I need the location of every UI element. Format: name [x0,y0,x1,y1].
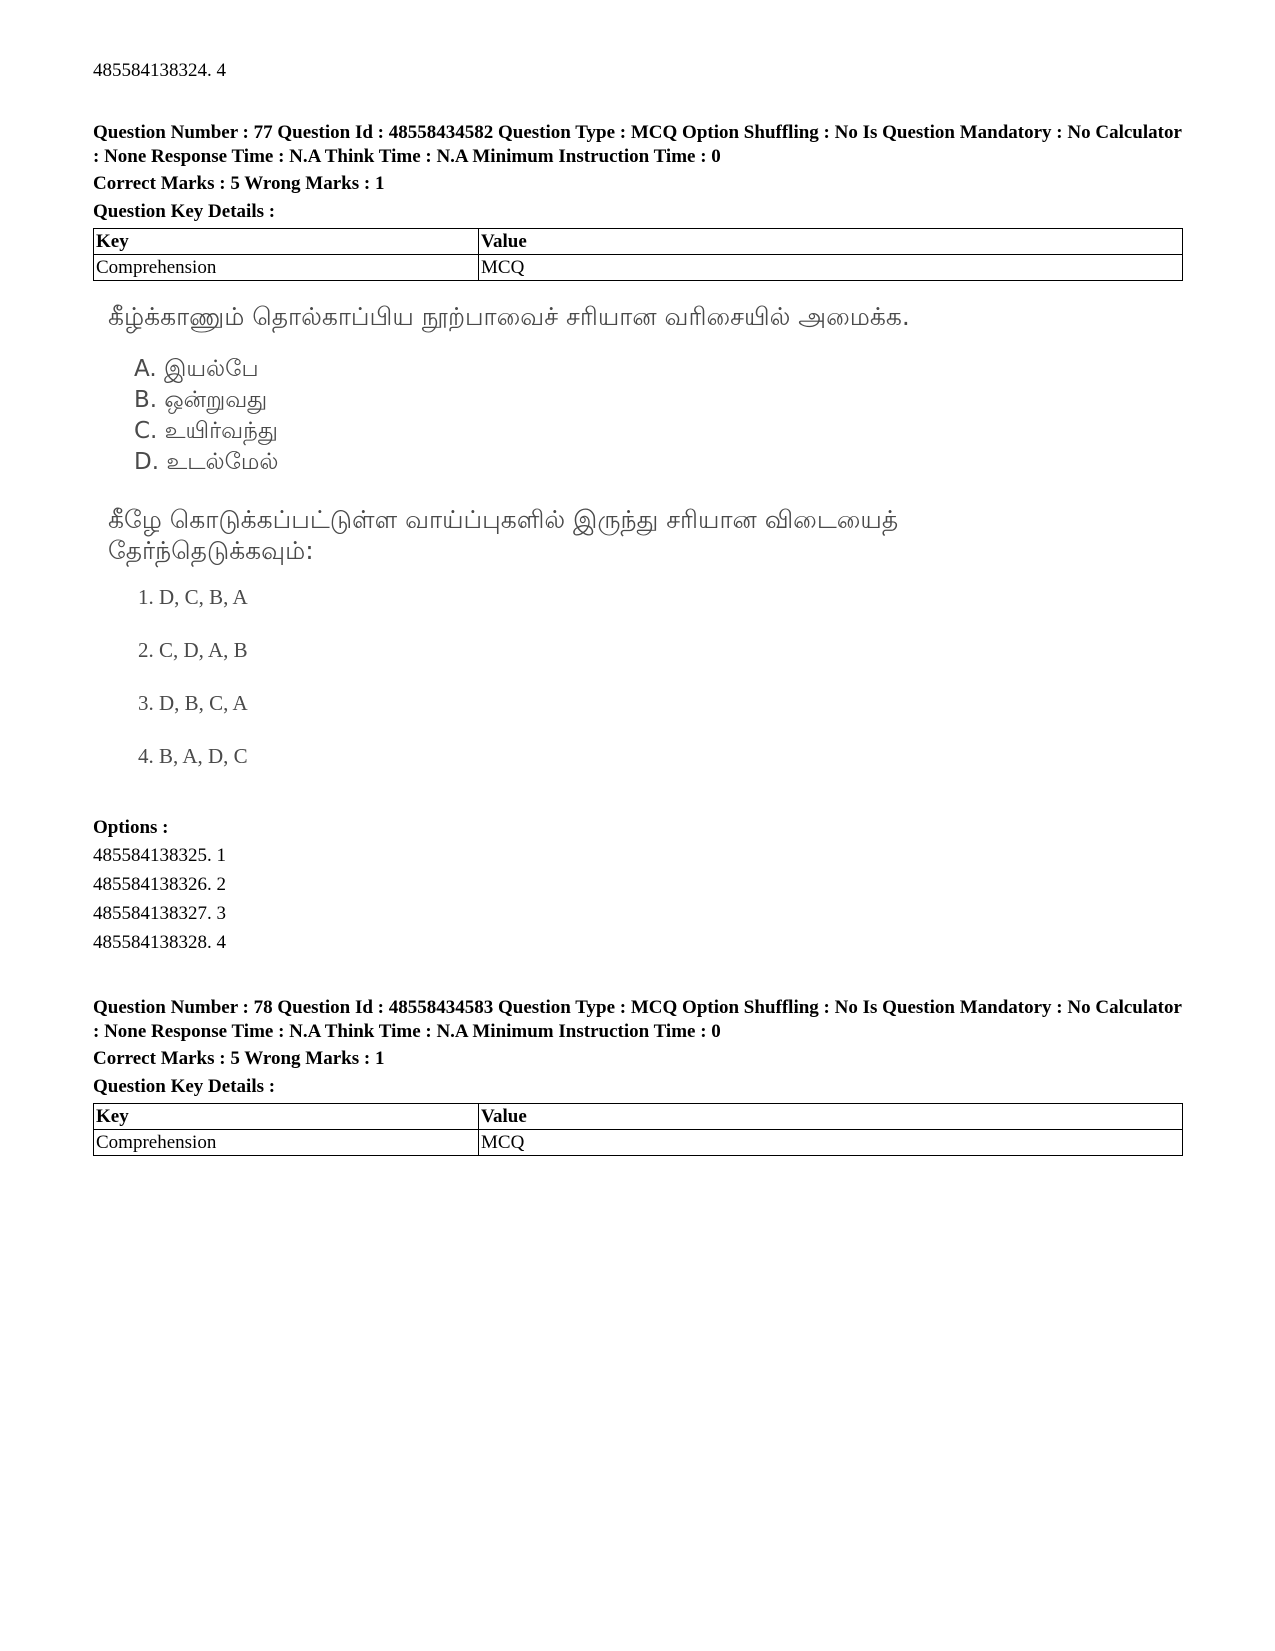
table-row [94,1130,1183,1156]
question-instruction-line-2: தேர்ந்தெடுக்கவும்: [108,536,314,565]
question-78-key-table [93,1103,1183,1156]
table-row [94,255,1183,281]
value-header: Value [479,229,1183,255]
question-77-key-table [93,228,1183,281]
question-78-marks: Correct Marks : 5 Wrong Marks : 1 [93,1048,385,1069]
table-header-row [94,1104,1183,1130]
question-stem: கீழ்க்காணும் தொல்காப்பிய நூற்பாவைச் சரியான வரிசையில் அமைக்க. [108,302,910,331]
list-item: A. இயல்பே [134,356,259,382]
question-instruction-line-1: கீழே கொடுக்கப்பட்டுள்ள வாய்ப்புகளில் இருந்து சரியான விடையைத் [108,505,899,534]
question-78-key-details-label: Question Key Details : [93,1076,276,1097]
value-cell: MCQ [479,255,1183,281]
question-77-content [108,300,1108,790]
table-header-row [94,229,1183,255]
list-item: D. உடல்மேல் [134,449,279,475]
option-line: 485584138328. 4 [93,932,226,953]
answer-choice: 4. B, A, D, C [138,744,248,768]
value-header: Value [479,1104,1183,1130]
answer-choice: 2. C, D, A, B [138,638,248,662]
key-cell: Comprehension [94,1130,479,1156]
option-line: 485584138327. 3 [93,903,226,924]
list-item: C. உயிர்வந்து [134,418,278,444]
question-77-key-details-label: Question Key Details : [93,201,276,222]
answer-choice: 3. D, B, C, A [138,691,248,715]
list-item: B. ஒன்றுவது [134,387,268,413]
value-cell: MCQ [479,1130,1183,1156]
question-77-marks: Correct Marks : 5 Wrong Marks : 1 [93,173,385,194]
answer-choice: 1. D, C, B, A [138,585,248,609]
question-78-metadata: Question Number : 78 Question Id : 48558434583 Question Type : MCQ Option Shuffling : No Is Question Mandatory : No Calculator : None Response Time : N.A Think Time : N.A Minimum Instruction Time : 0 [93,997,1182,1042]
key-header: Key [94,229,479,255]
option-line: 485584138326. 2 [93,874,226,895]
question-77-metadata: Question Number : 77 Question Id : 48558434582 Question Type : MCQ Option Shuffling : No Is Question Mandatory : No Calculator : None Response Time : N.A Think Time : N.A Minimum Instruction Time : 0 [93,122,1182,167]
key-header: Key [94,1104,479,1130]
key-cell: Comprehension [94,255,479,281]
options-label: Options : [93,817,169,838]
option-line: 485584138325. 1 [93,845,226,866]
previous-option-line: 485584138324. 4 [93,60,226,81]
